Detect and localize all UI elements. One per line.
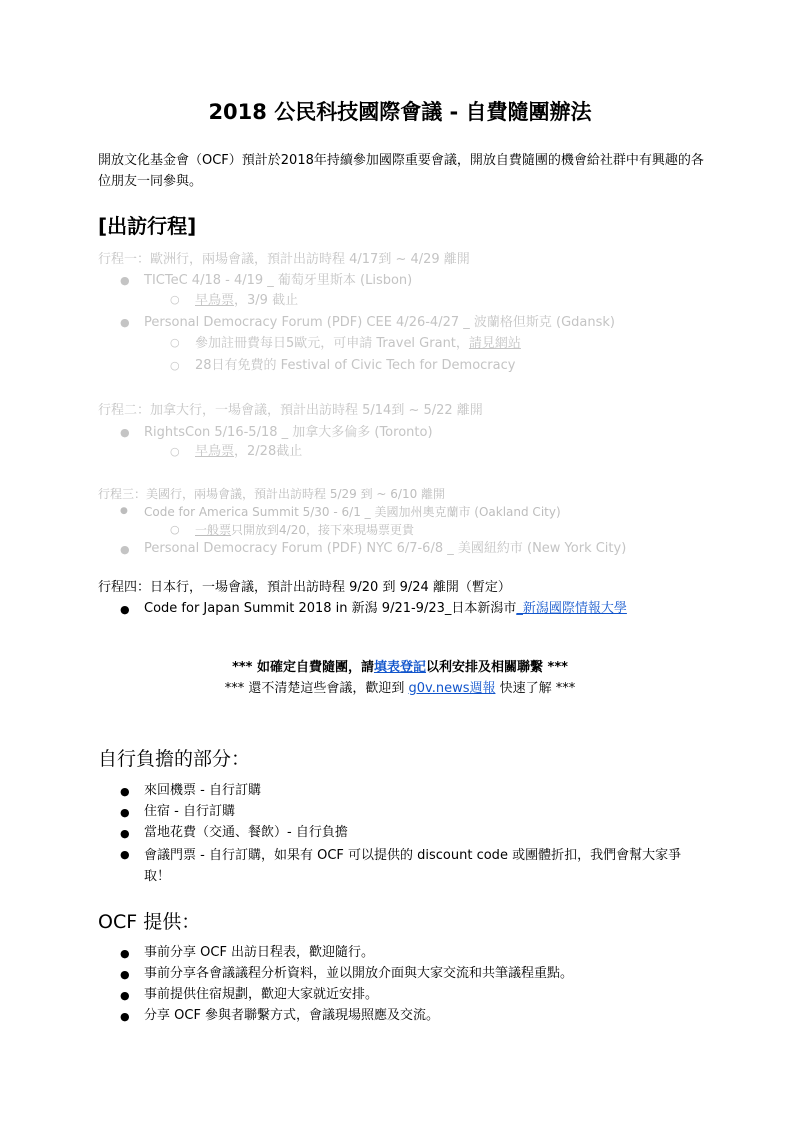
trip1-heading: 行程一：歐洲行，兩場會議，預計出訪時程 4/17到 ~ 4/29 離開 <box>98 252 470 267</box>
bullet-icon: ● <box>120 316 130 329</box>
circle-bullet-icon: ○ <box>170 359 180 372</box>
bullet-icon: ● <box>120 426 130 439</box>
ocf-item: 事前分享 OCF 出訪日程表，歡迎隨行。 <box>144 945 375 960</box>
register-form-link[interactable]: 填表登記 <box>373 660 426 675</box>
trip1-item2: Personal Democracy Forum (PDF) CEE 4/26-4/27 _ 波蘭格但斯克 (Gdansk) <box>144 315 615 330</box>
bullet-icon: ● <box>120 989 130 1002</box>
circle-bullet-icon: ○ <box>170 523 180 536</box>
ocf-provides-heading: OCF 提供： <box>98 911 201 933</box>
early-bird-ticket-link[interactable]: 早鳥票 <box>195 293 235 308</box>
page-title: 2018 公民科技國際會議 - 自費隨團辦法 <box>208 100 592 124</box>
trip1-item1: TICTeC 4/18 - 4/19 _ 葡萄牙里斯本 (Lisbon) <box>144 273 413 288</box>
trip1-item1-sub: 早鳥票，3/9 截止 <box>195 293 299 308</box>
trip2-heading: 行程二：加拿大行，一場會議，預計出訪時程 5/14到 ~ 5/22 離開 <box>98 403 483 418</box>
g0v-news-link[interactable]: g0v.news週報 <box>408 681 496 696</box>
trip4-item1: Code for Japan Summit 2018 in 新潟 9/21-9/23_日本新潟市_新潟國際情報大學 <box>144 601 627 616</box>
early-bird-ticket-link[interactable]: 早鳥票 <box>195 444 235 459</box>
ocf-item: 事前分享各會議議程分析資料，並以開放介面與大家交流和共筆議程重點。 <box>144 966 574 981</box>
niigata-university-link[interactable]: _新潟國際情報大學 <box>516 601 627 616</box>
trip4-heading: 行程四：日本行，一場會議，預計出訪時程 9/20 到 9/24 離開（暫定） <box>98 580 511 595</box>
trip3-heading: 行程三：美國行，兩場會議，預計出訪時程 5/29 到 ~ 6/10 離開 <box>98 487 446 501</box>
bullet-icon: ● <box>120 274 130 287</box>
bullet-icon: ● <box>120 603 130 616</box>
trip3-item1-sub: 一般票只開放到4/20，接下來現場票更貴 <box>195 523 414 537</box>
self-item: 會議門票 - 自行訂購，如果有 OCF 可以提供的 discount code 或團體折扣，我們會幫大家爭取！ <box>144 848 682 884</box>
bullet-icon: ● <box>120 968 130 981</box>
self-item: 當地花費（交通、餐飲）- 自行負擔 <box>144 825 348 840</box>
bullet-icon: ● <box>120 848 130 861</box>
bullet-icon: ● <box>120 806 130 819</box>
bullet-icon: ● <box>120 506 128 516</box>
circle-bullet-icon: ○ <box>170 336 180 349</box>
bullet-icon: ● <box>120 543 130 556</box>
self-item: 住宿 - 自行訂購 <box>144 804 235 819</box>
circle-bullet-icon: ○ <box>170 293 180 306</box>
bullet-icon: ● <box>120 947 130 960</box>
general-ticket-link[interactable]: 一般票 <box>195 523 232 537</box>
intro-paragraph: 開放文化基金會（OCF）預計於2018年持續參加國際重要會議，開放自費隨團的機會給社群中有興趣的各位朋友一同參與。 <box>98 153 704 189</box>
self-paid-heading: 自行負擔的部分： <box>98 748 251 770</box>
g0v-news-notice: *** 還不清楚這些會議，歡迎到 g0v.news週報 快速了解 *** <box>224 681 576 696</box>
bullet-icon: ● <box>120 785 130 798</box>
see-website-link[interactable]: 請見網站 <box>468 336 521 351</box>
itinerary-heading: [出訪行程] <box>98 214 197 238</box>
trip3-item1: Code for America Summit 5/30 - 6/1 _ 美國加州奧克蘭市 (Oakland City) <box>144 505 561 519</box>
trip1-item2-sub1: 參加註冊費每日5歐元，可申請 Travel Grant，請見網站 <box>195 336 521 351</box>
bullet-icon: ● <box>120 1010 130 1023</box>
trip2-item1: RightsCon 5/16-5/18 _ 加拿大多倫多 (Toronto) <box>144 425 433 440</box>
ocf-item: 事前提供住宿規劃，歡迎大家就近安排。 <box>144 987 379 1002</box>
bullet-icon: ● <box>120 827 130 840</box>
self-item: 來回機票 - 自行訂購 <box>144 783 261 798</box>
trip3-item2: Personal Democracy Forum (PDF) NYC 6/7-6/8 _ 美國紐約市 (New York City) <box>144 541 627 556</box>
ocf-item: 分享 OCF 參與者聯繫方式，會議現場照應及交流。 <box>144 1008 440 1023</box>
trip1-item2-sub2: 28日有免費的 Festival of Civic Tech for Democracy <box>195 358 516 373</box>
trip2-item1-sub: 早鳥票，2/28截止 <box>195 444 303 459</box>
register-notice: *** 如確定自費隨團，請填表登記以利安排及相關聯繫 *** <box>232 660 568 675</box>
circle-bullet-icon: ○ <box>170 445 180 458</box>
